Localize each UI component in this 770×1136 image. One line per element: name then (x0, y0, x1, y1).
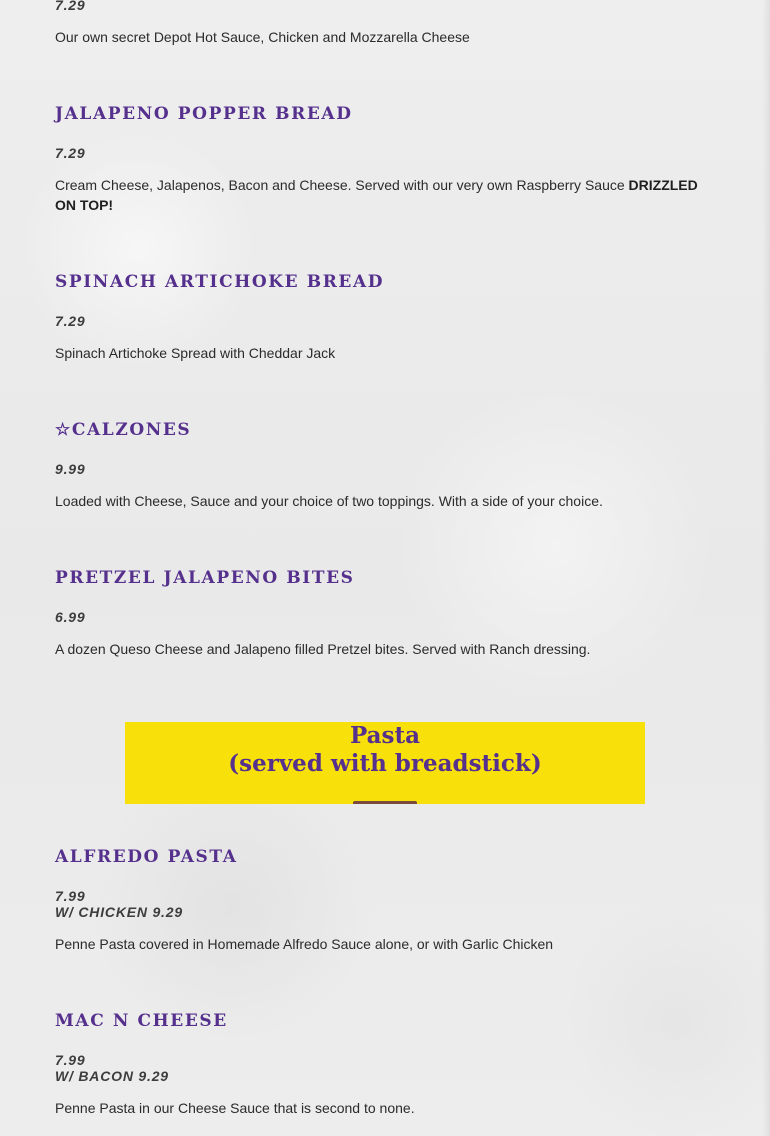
menu-item-title: ALFREDO PASTA (55, 847, 238, 867)
menu-item-price: 7.29 (55, 145, 86, 161)
menu-item-title: JALAPENO POPPER BREAD (55, 104, 353, 124)
menu-item-description: A dozen Queso Cheese and Jalapeno filled Pretzel bites. Served with Ranch dressing. (55, 641, 591, 657)
menu-item-price: 7.29 (55, 0, 86, 13)
menu-item-description: Penne Pasta covered in Homemade Alfredo Sauce alone, or with Garlic Chicken (55, 936, 554, 952)
menu-item-price: 7.29 (55, 313, 86, 329)
menu-item-description: Loaded with Cheese, Sauce and your choice of two toppings. With a side of your choice. (55, 493, 603, 509)
menu-item-title: ☆CALZONES (55, 420, 192, 440)
menu-item-description-emphasis: DRIZZLED ON TOP! (55, 177, 698, 213)
menu-item-price: 6.99 (55, 609, 86, 625)
section-subheading: (served with breadstick) (228, 750, 542, 777)
menu-item-description: Spinach Artichoke Spread with Cheddar Jack (55, 345, 336, 361)
menu-item-description: Penne Pasta in our Cheese Sauce that is second to none. (55, 1100, 415, 1116)
menu-item-price: 7.99 (55, 888, 86, 904)
menu-item-price-alt: W/ CHICKEN 9.29 (55, 904, 183, 920)
menu-item-price-alt: W/ BACON 9.29 (55, 1068, 169, 1084)
menu-item-title: SPINACH ARTICHOKE BREAD (55, 272, 385, 292)
page-edge-shadow (762, 0, 770, 1136)
section-heading-banner (125, 722, 645, 804)
menu-item-price: 7.99 (55, 1052, 86, 1068)
menu-item-description-text: Cream Cheese, Jalapenos, Bacon and Cheese. Served with our very own Raspberry Sauce (55, 177, 625, 193)
menu-item-title: PRETZEL JALAPENO BITES (55, 568, 355, 588)
menu-item-price: 9.99 (55, 461, 86, 477)
menu-item-description: Our own secret Depot Hot Sauce, Chicken and Mozzarella Cheese (55, 29, 470, 45)
menu-item-description (55, 175, 705, 215)
section-heading-divider (353, 801, 417, 804)
menu-item-title: MAC N CHEESE (55, 1011, 228, 1031)
section-heading: Pasta (349, 722, 421, 749)
